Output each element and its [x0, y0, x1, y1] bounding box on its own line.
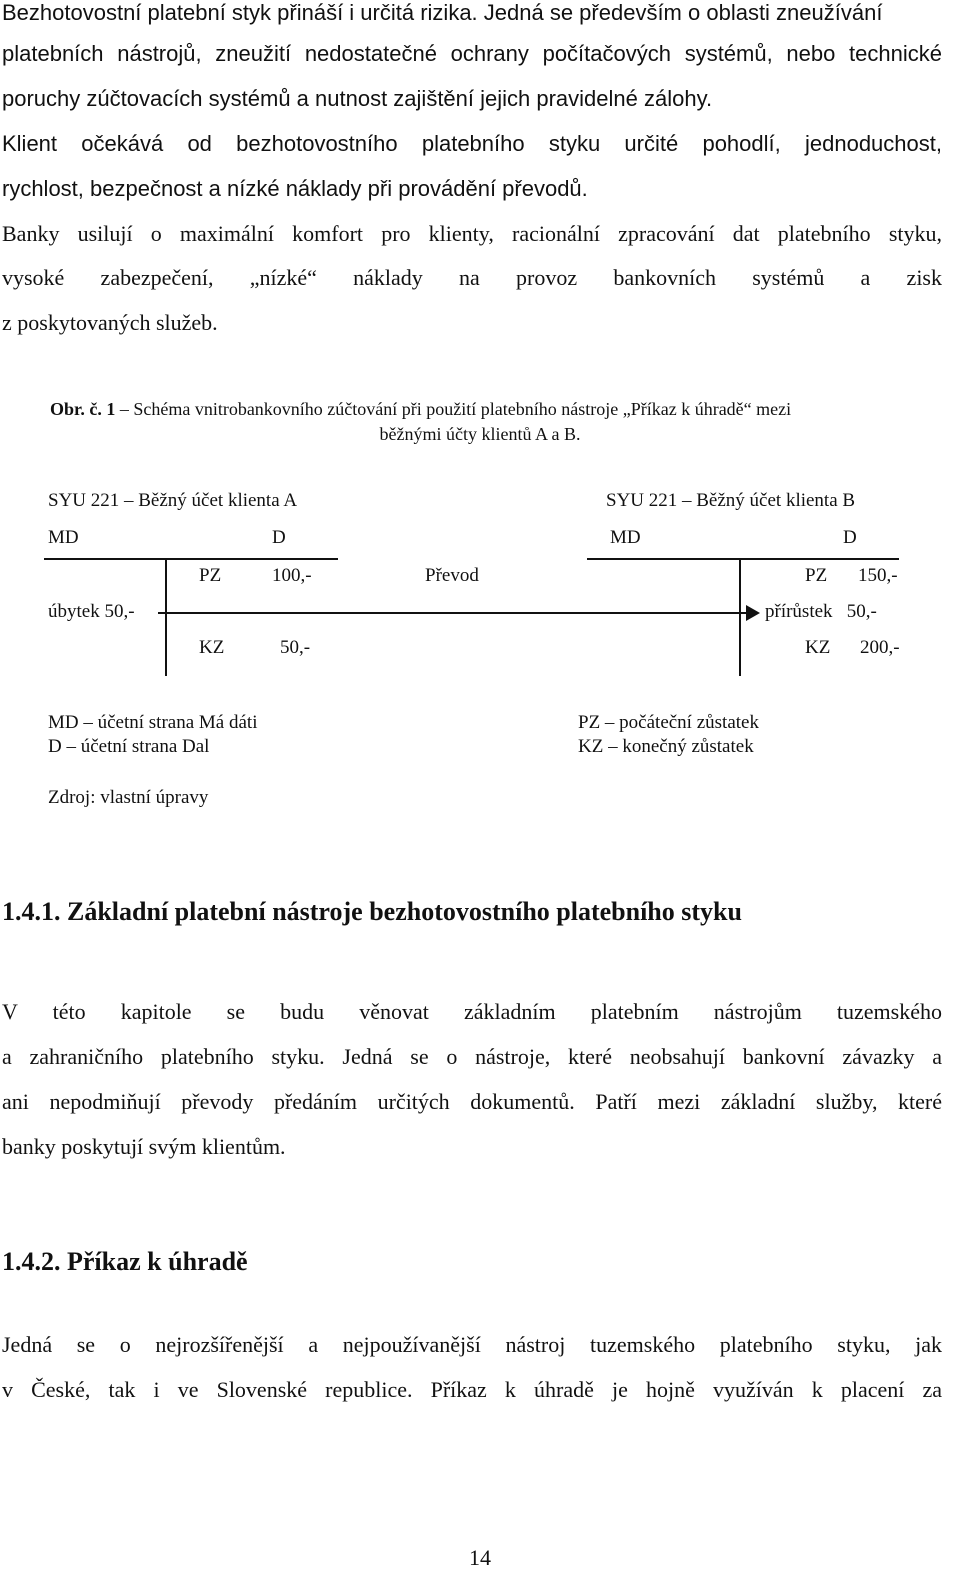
transfer-arrow-line [158, 612, 748, 614]
account-b-horizontal-line [587, 558, 899, 560]
decrease-value: 50,- [104, 601, 135, 622]
account-b-increase [765, 601, 877, 623]
section-heading-141: 1.4.1. Základní platební nástroje bezhotovostního platebního styku [2, 897, 742, 926]
text-line: z poskytovaných služeb. [2, 310, 218, 335]
text-line: a zahraničního platebního styku. Jedná se o nástroje, které neobsahují bankovní závazky a [2, 1044, 942, 1069]
text-line: vysoké zabezpečení, „nízké“ náklady na provoz bankovních systémů a zisk [2, 265, 942, 290]
increase-label: přírůstek [765, 601, 833, 622]
text-line: platebních nástrojů, zneužití nedostatečné ochrany počítačových systémů, nebo technické [2, 41, 942, 66]
decrease-label: úbytek [48, 601, 100, 622]
text-line: ani nepodmiňují převody předáním určitých dokumentů. Patří mezi základní služby, které [2, 1089, 942, 1114]
account-a-horizontal-line [44, 558, 338, 560]
transfer-label: Převod [425, 565, 479, 586]
account-b-kz-label: KZ [805, 637, 831, 658]
text-line: Bezhotovostní platební styk přináší i určitá rizika. Jedná se především o oblasti zneužívání [2, 0, 883, 25]
legend-pz: PZ – počáteční zůstatek [578, 712, 759, 733]
arrow-right-icon [746, 605, 760, 621]
text-line: V této kapitole se budu věnovat základním platebním nástrojům tuzemského [2, 999, 942, 1024]
account-a-d: D [272, 527, 286, 548]
account-b-d: D [843, 527, 857, 548]
text-line: v České, tak i ve Slovenské republice. Příkaz k úhradě je hojně využíván k placení za [2, 1377, 942, 1402]
figure-caption-label: Obr. č. 1 [50, 399, 116, 419]
text-line: Banky usilují o maximální komfort pro klienty, racionální zpracování dat platebního styku, [2, 221, 942, 246]
account-a-decrease [48, 601, 135, 623]
account-b-pz-value: 150,- [858, 565, 898, 586]
account-b-md: MD [610, 527, 641, 548]
text-line: poruchy zúčtovacích systémů a nutnost zajištění jejich pravidelné zálohy. [2, 86, 713, 111]
legend-kz: KZ – konečný zůstatek [578, 736, 754, 757]
figure-caption-line2: běžnými účty klientů A a B. [379, 424, 581, 444]
account-a-pz-value: 100,- [272, 565, 312, 586]
account-b-pz-label: PZ [805, 565, 828, 586]
figure-caption-text: – Schéma vnitrobankovního zúčtování při použití platebního nástroje „Příkaz k úhradě“ mezi [115, 399, 792, 419]
legend-d: D – účetní strana Dal [48, 736, 210, 757]
account-a-kz-label: KZ [199, 637, 225, 658]
text-line: Klient očekává od bezhotovostního platebního styku určité pohodlí, jednoduchost, [2, 131, 942, 156]
text-line: banky poskytují svým klientům. [2, 1134, 286, 1159]
account-a-title: SYU 221 – Běžný účet klienta A [48, 490, 298, 511]
increase-value: 50,- [846, 601, 877, 622]
text-line: Jedná se o nejrozšířenější a nejpoužívanější nástroj tuzemského platebního styku, jak [2, 1332, 942, 1357]
legend-md: MD – účetní strana Má dáti [48, 712, 258, 733]
account-a-kz-value: 50,- [280, 637, 311, 658]
account-a-vertical-line [165, 558, 167, 676]
account-b-vertical-line [739, 558, 741, 676]
text-line: rychlost, bezpečnost a nízké náklady při provádění převodů. [2, 176, 588, 201]
figure-source: Zdroj: vlastní úpravy [48, 787, 209, 808]
figure-caption [50, 398, 791, 420]
section-heading-142: 1.4.2. Příkaz k úhradě [2, 1247, 248, 1276]
account-b-kz-value: 200,- [860, 637, 900, 658]
account-a-md: MD [48, 527, 79, 548]
account-b-title: SYU 221 – Běžný účet klienta B [606, 490, 856, 511]
page-number: 14 [469, 1545, 491, 1570]
account-a-pz-label: PZ [199, 565, 222, 586]
